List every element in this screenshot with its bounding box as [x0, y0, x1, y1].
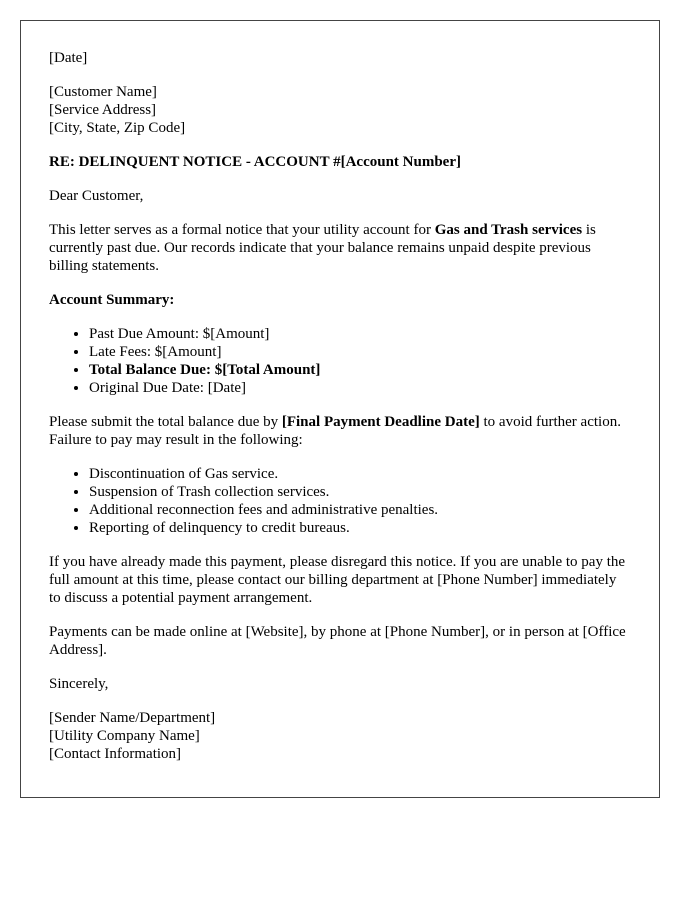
company-name: [Utility Company Name] — [49, 728, 200, 744]
summary-past-due: • Past Due Amount: $[Amount] — [89, 325, 631, 343]
deadline-text-after: to avoid further action. Failure to pay may result in the following: — [49, 414, 621, 448]
intro-paragraph — [49, 221, 631, 275]
subject-line: RE: DELINQUENT NOTICE - ACCOUNT #[Account Number] — [49, 154, 461, 170]
closing: Sincerely, — [49, 676, 109, 692]
account-summary-list — [49, 325, 631, 397]
signature-block — [49, 709, 631, 763]
consequence-item: • Reporting of delinquency to credit bureaus. — [89, 519, 631, 537]
account-summary-heading: Account Summary: — [49, 292, 175, 308]
payment-paragraph: Payments can be made online at [Website], by phone at [Phone Number], or in person at [Office Address]. — [49, 624, 626, 658]
letter — [20, 20, 660, 798]
deadline-paragraph — [49, 413, 631, 449]
summary-late-fees: • Late Fees: $[Amount] — [89, 343, 631, 361]
sender-name: [Sender Name/Department] — [49, 710, 216, 726]
recipient-block — [49, 83, 631, 137]
salutation: Dear Customer, — [49, 188, 144, 204]
deadline-date: [Final Payment Deadline Date] — [281, 414, 480, 430]
intro-text-before: This letter serves as a formal notice that your utility account for — [49, 222, 435, 238]
summary-total-balance: • Total Balance Due: $[Total Amount] — [89, 361, 631, 379]
intro-services: Gas and Trash services — [434, 222, 583, 238]
consequence-item: • Suspension of Trash collection services. — [89, 483, 631, 501]
service-address: [Service Address] — [49, 102, 157, 118]
summary-original-due-date: • Original Due Date: [Date] — [89, 379, 631, 397]
intro-text-after: is currently past due. Our records indicate that your balance remains unpaid despite previous billing statements. — [49, 222, 596, 274]
consequence-item: • Discontinuation of Gas service. — [89, 465, 631, 483]
contact-information: [Contact Information] — [49, 746, 182, 762]
consequence-item: • Additional reconnection fees and administrative penalties. — [89, 501, 631, 519]
consequences-list — [49, 465, 631, 537]
disregard-paragraph: If you have already made this payment, please disregard this notice. If you are unable to pay the full amount at this time, please contact our billing department at [Phone Number] immediately to discuss a potential payment arrangement. — [49, 554, 626, 606]
letter-date: [Date] — [49, 50, 88, 66]
deadline-text-before: Please submit the total balance due by — [49, 414, 282, 430]
customer-name: [Customer Name] — [49, 84, 157, 100]
city-state-zip: [City, State, Zip Code] — [49, 120, 186, 136]
